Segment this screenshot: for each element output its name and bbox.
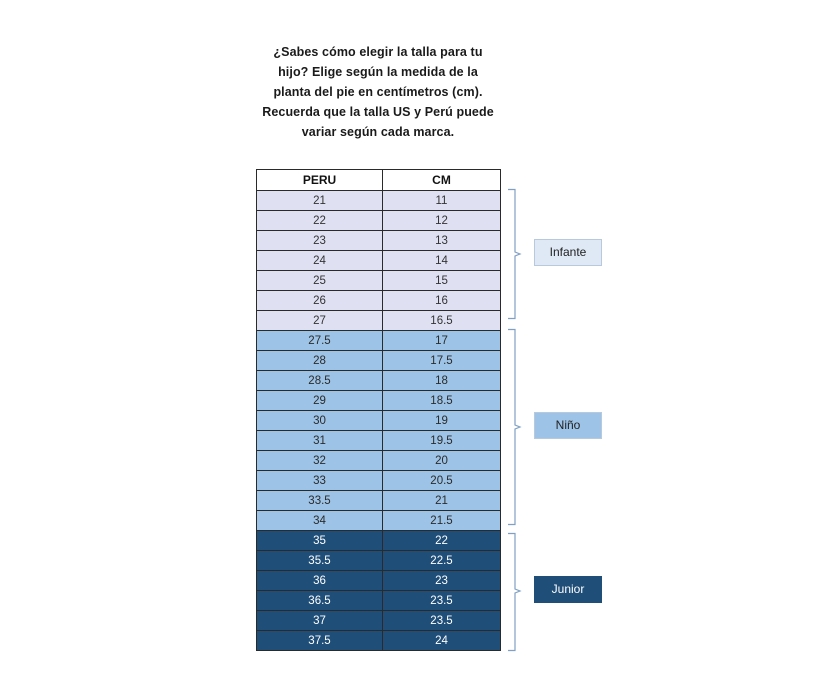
cell-cm: 19.5 bbox=[383, 431, 501, 451]
cell-peru: 37 bbox=[257, 611, 383, 631]
cell-peru: 28.5 bbox=[257, 371, 383, 391]
intro-line: variar según cada marca. bbox=[301, 125, 455, 139]
cell-cm: 23.5 bbox=[383, 591, 501, 611]
cell-peru: 27 bbox=[257, 311, 383, 331]
table-row bbox=[257, 491, 501, 511]
cell-peru: 30 bbox=[257, 411, 383, 431]
table-row bbox=[257, 411, 501, 431]
cell-cm: 20 bbox=[383, 451, 501, 471]
table-row bbox=[257, 611, 501, 631]
table-row bbox=[257, 311, 501, 331]
table-row bbox=[257, 571, 501, 591]
table-row bbox=[257, 291, 501, 311]
table-row bbox=[257, 551, 501, 571]
cell-cm: 15 bbox=[383, 271, 501, 291]
table-row bbox=[257, 331, 501, 351]
size-table-body bbox=[257, 191, 501, 651]
cell-cm: 19 bbox=[383, 411, 501, 431]
cell-peru: 21 bbox=[257, 191, 383, 211]
table-row bbox=[257, 211, 501, 231]
cell-cm: 24 bbox=[383, 631, 501, 651]
table-row bbox=[257, 631, 501, 651]
cell-peru: 22 bbox=[257, 211, 383, 231]
cell-peru: 31 bbox=[257, 431, 383, 451]
cell-peru: 23 bbox=[257, 231, 383, 251]
table-row bbox=[257, 471, 501, 491]
intro-text bbox=[250, 42, 506, 142]
intro-line: hijo? Elige según la medida de la bbox=[278, 65, 478, 79]
cell-cm: 21.5 bbox=[383, 511, 501, 531]
cell-cm: 16.5 bbox=[383, 311, 501, 331]
cell-cm: 22 bbox=[383, 531, 501, 551]
cell-peru: 36.5 bbox=[257, 591, 383, 611]
table-row bbox=[257, 251, 501, 271]
cell-cm: 18 bbox=[383, 371, 501, 391]
cell-peru: 28 bbox=[257, 351, 383, 371]
cell-peru: 37.5 bbox=[257, 631, 383, 651]
header-cm: CM bbox=[383, 170, 501, 191]
table-row bbox=[257, 391, 501, 411]
bracket-nino bbox=[507, 328, 523, 526]
cell-cm: 23 bbox=[383, 571, 501, 591]
cell-peru: 25 bbox=[257, 271, 383, 291]
size-table bbox=[256, 169, 501, 651]
cell-cm: 23.5 bbox=[383, 611, 501, 631]
cell-peru: 32 bbox=[257, 451, 383, 471]
cell-cm: 14 bbox=[383, 251, 501, 271]
intro-line: ¿Sabes cómo elegir la talla para tu bbox=[273, 45, 483, 59]
table-row bbox=[257, 591, 501, 611]
cell-cm: 17.5 bbox=[383, 351, 501, 371]
table-row bbox=[257, 191, 501, 211]
cell-peru: 35.5 bbox=[257, 551, 383, 571]
cell-peru: 26 bbox=[257, 291, 383, 311]
table-row bbox=[257, 371, 501, 391]
bracket-junior-path bbox=[508, 534, 520, 651]
intro-line: planta del pie en centímetros (cm). bbox=[273, 85, 483, 99]
table-row bbox=[257, 351, 501, 371]
cell-cm: 22.5 bbox=[383, 551, 501, 571]
cell-cm: 18.5 bbox=[383, 391, 501, 411]
cell-peru: 35 bbox=[257, 531, 383, 551]
table-row bbox=[257, 531, 501, 551]
cell-peru: 33.5 bbox=[257, 491, 383, 511]
cell-cm: 21 bbox=[383, 491, 501, 511]
cell-peru: 36 bbox=[257, 571, 383, 591]
cell-peru: 24 bbox=[257, 251, 383, 271]
bracket-junior bbox=[507, 532, 523, 652]
cell-cm: 12 bbox=[383, 211, 501, 231]
bracket-nino-path bbox=[508, 330, 520, 525]
cell-cm: 13 bbox=[383, 231, 501, 251]
intro-line: Recuerda que la talla US y Perú puede bbox=[262, 105, 494, 119]
bracket-infante bbox=[507, 188, 523, 320]
cell-peru: 33 bbox=[257, 471, 383, 491]
header-peru: PERU bbox=[257, 170, 383, 191]
table-row bbox=[257, 511, 501, 531]
cell-peru: 27.5 bbox=[257, 331, 383, 351]
cell-cm: 20.5 bbox=[383, 471, 501, 491]
cell-cm: 16 bbox=[383, 291, 501, 311]
group-label-infante: Infante bbox=[534, 239, 602, 266]
table-row bbox=[257, 451, 501, 471]
cell-peru: 29 bbox=[257, 391, 383, 411]
table-header-row bbox=[257, 170, 501, 191]
table-row bbox=[257, 271, 501, 291]
cell-cm: 11 bbox=[383, 191, 501, 211]
group-label-junior: Junior bbox=[534, 576, 602, 603]
table-row bbox=[257, 231, 501, 251]
cell-cm: 17 bbox=[383, 331, 501, 351]
table-row bbox=[257, 431, 501, 451]
bracket-infante-path bbox=[508, 190, 520, 319]
group-label-nino: Niño bbox=[534, 412, 602, 439]
cell-peru: 34 bbox=[257, 511, 383, 531]
